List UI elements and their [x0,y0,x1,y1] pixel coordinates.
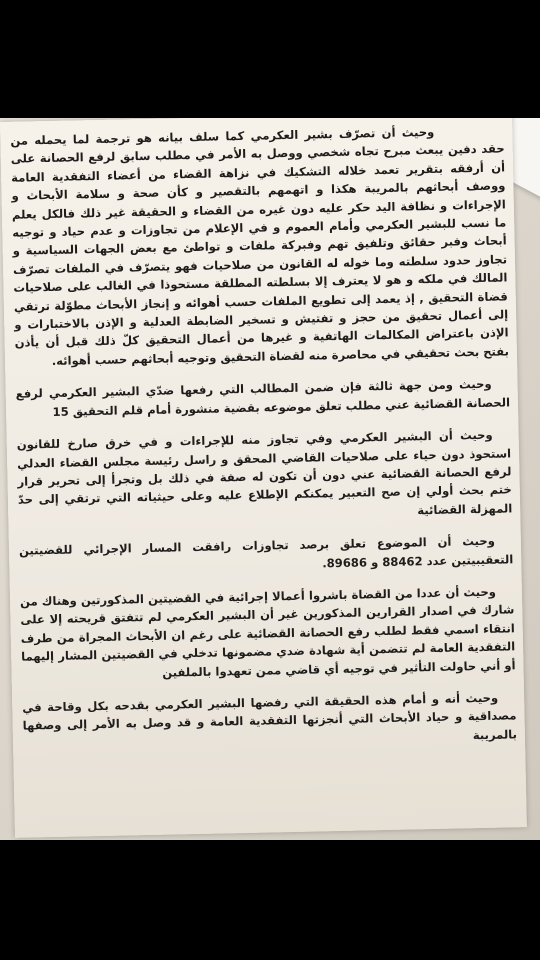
paragraph-3: وحيث أن البشير العكرمي وفي تجاوز منه للإجراءات و في خرق صارخ للقانون استحوذ دون حياء على صلاحيات القاضي المحقق و راسل رئيسة مجلس القضاء العدلي لرفع الحصانة القضائية عني دون أن تكون له صفة في ذلك بل وتجرأ إلى تحرير قرار ختم بحث أولي إن صح التعبير يمكنكم الإطلاع عليه وعلى حيثياته التي ترتقي إلى حدّ المهزلة القضائية [16,427,513,518]
paragraph-6: وحيث أنه و أمام هذه الحقيقة التي رفضها البشير العكرمي بقدحه بكل وقاحة في مصداقية و حياد الأبحاث التي أنجزتها التفقدية العامة و قد وصل به الأمر إلى وصفها بالمريبة [22,690,518,743]
document-photo [0,118,540,840]
paragraph-1: وحيث أن تصرّف بشير العكرمي كما سلف بيانه هو ترجمة لما يحمله من حقد دفين يبعث مبرح تجاه شخصي ووصل به الأمر في مطلب سابق لرفع الحصانة على أن أرفقه بتقرير تعمد خلاله التشكيك في نزاهة القضاء من أعضاء التفقدية العامة ووصف أبحاثهم بالمريبة هكذا و اتهمهم بالتقصير و كأن صحة و سلامة الأبحاث و الإجراءات و نظافة اليد حكر عليه دون غيره من القضاء و الحقيقة غير ذلك فالكل يعلم ما نسب للبشير العكرمي وأمام العموم و في الإعلام من تجاوزات و عدم حياد و توجيه أبحاث وفبر حقائق وتلفيق تهم وفبركة ملفات و تواطئ مع بعض الجهات السياسية و تجاوز حدود سلطته وما خوله له القانون من صلاحيات فهو يتصرّف في الملفات تصرّف المالك في ملكه و هو لا يعترف إلا بسلطته المطلقة مستحوذا في الغالب على صلاحيات قضاة التحقيق , إذ يعمد إلى تطويع الملفات حسب أهوائه و إنجاز الأبحاث مطوّلة ترتقي إلى أعمال تحقيق من حجز و تفتيش و تسخير الضابطة العدلية و الإذن بالاختبارات و الإذن باعتراض المكالمات الهاتفية و غيرها من أعمال التحقيق كلّ ذلك قبل أن يأذن بفتح بحث تحقيقي في محاصرة منه لقضاة التحقيق وتوجيه أبحاثهم حسب أهوائه. [10,124,510,368]
paragraph-5: وحيث أن عددا من القضاة باشروا أعمالا إجرائية في القضيتين المذكورتين وهناك من شارك في اصدار القرارين المذكورين غير أن البشير العكرمي لم تتفتق قريحته إلا على انتقاء اسمي فقط لطلب رفع الحصانة القضائية على رغم ان الأبحاث المجراة من طرف التفقدية العامة لم تتضمن أية شهادة ضدي مضمونها تدخلي في القضيتين المشار إليهما أو أني حاولت التأثير في توجيه أي قاضي ممن تعهدوا بالملفين [19,584,516,680]
paragraph-4: وحيث أن الموضوع تعلق برصد تجاوزات رافقت المسار الإجرائي للقضيتين التعقيبيتين عدد 88462 و 89686. [18,533,514,570]
paragraph-2: وحيث ومن جهة ثالثة فإن ضمن المطالب التي رفعها ضدّي البشير العكرمي لرفع الحصانة القضائية عني مطلب تعلق موضوعه بقضية منشورة أمام قلم التحقيق 15 [15,377,511,419]
document-body [10,121,517,767]
document-page [0,118,527,838]
